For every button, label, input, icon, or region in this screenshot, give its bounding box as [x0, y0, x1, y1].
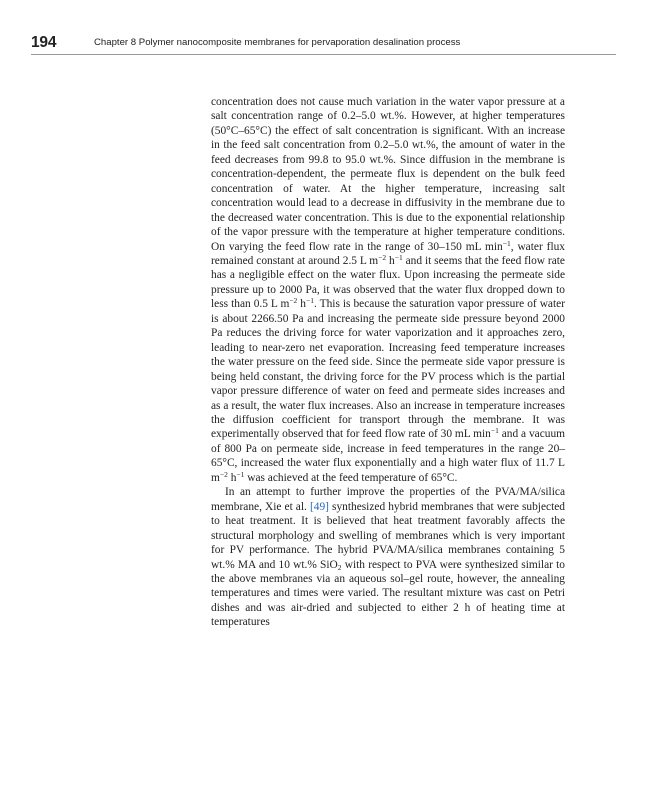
- body-text: [211, 95, 565, 630]
- superscript: −1: [490, 426, 499, 436]
- superscript: −2: [378, 252, 387, 262]
- page-number: 194: [31, 34, 57, 51]
- page-header: [31, 34, 616, 54]
- text-run: h: [297, 298, 307, 311]
- superscript: −1: [502, 238, 511, 248]
- text-run: concentration does not cause much variation in the water vapor pressure at a salt concentration range of 0.2–5.0 wt.%. However, at higher temperatures (50°C–65°C) the effect of salt concentration is significant. With an increase in the feed salt concentration from 0.2–5.0 wt.%, the amount of water in the feed decreases from 99.8 to 95.0 wt.%. Since diffusion in the membrane is concentration-dependent, the permeate flux is dependent on the bulk feed concentration of water. At the higher temperature, increasing salt concentration would lead to a decrease in diffusivity in the membrane due to the decreased water concentration. This is due to the exponential relationship of the vapor pressure with the temperature at higher temperature conditions. On varying the feed flow rate in the range of 30–150 mL min: [211, 96, 565, 253]
- subscript: 2: [337, 562, 342, 572]
- text-run: and it seems that the feed flow rate has a negligible effect on the water flux. Upon increasing the permeate side pressure up to 2000 Pa, it was observed that the water flux dropped down to less than 0.5 L m: [211, 254, 565, 311]
- superscript: −2: [289, 296, 298, 306]
- citation-link[interactable]: [49]: [309, 500, 329, 513]
- text-run: with respect to PVA were synthesized similar to the above membranes via an aqueous sol–gel route, however, the annealing temperatures and times were varied. The resultant mixture was cast on Petri dishes and was air-dried and subjected to either 2 h of heating time at temperatures: [211, 558, 565, 629]
- header-rule: [31, 54, 616, 55]
- text-run: synthesized hybrid membranes that were subjected to heat treatment. It is believed that heat treatment favorably affects the structural morphology and swelling of membranes which is very important for PV performance. The hybrid PVA/MA/silica membranes containing 5 wt.% MA and 10 wt.% SiO: [211, 500, 565, 571]
- text-run: was achieved at the feed temperature of 65°C.: [244, 471, 458, 484]
- running-title: Chapter 8 Polymer nanocomposite membranes for pervaporation desalination process: [94, 37, 461, 48]
- text-run: h: [227, 471, 237, 484]
- paragraph-1: [211, 95, 565, 485]
- superscript: −1: [306, 296, 314, 306]
- text-run: h: [386, 254, 395, 267]
- text-run: In an attempt to further improve the properties of the PVA/MA/silica membrane, Xie et al.: [211, 486, 565, 513]
- text-run: and a vacuum of 800 Pa on permeate side, increase in feed temperatures in the range 20–65°C, increased the water flux exponentially and a high water flux of 11.7 L m: [211, 428, 565, 484]
- superscript: −1: [394, 252, 403, 262]
- text-run: , water flux remained constant at around 2.5 L m: [211, 240, 565, 267]
- text-run: . This is because the saturation vapor pressure of water is about 2266.50 Pa and increasing the permeate side pressure beyond 2000 Pa reduces the driving force for water vaporization and it approaches zero, leading to near-zero net evaporation. Increasing feed temperature increases the water pressure on the feed side. Since the permeate side vapor pressure is being held constant, the driving force for the PV process which is the partial vapor pressure difference of water on feed and permeate sides increases and as a result, the water flux increases. Also an increase in temperature increases the diffusion coefficient for transport through the membrane. It was experimentally observed that for feed flow rate of 30 mL min: [211, 298, 566, 441]
- paragraph-2: [211, 485, 565, 630]
- superscript: −1: [236, 469, 245, 479]
- superscript: −2: [219, 469, 228, 479]
